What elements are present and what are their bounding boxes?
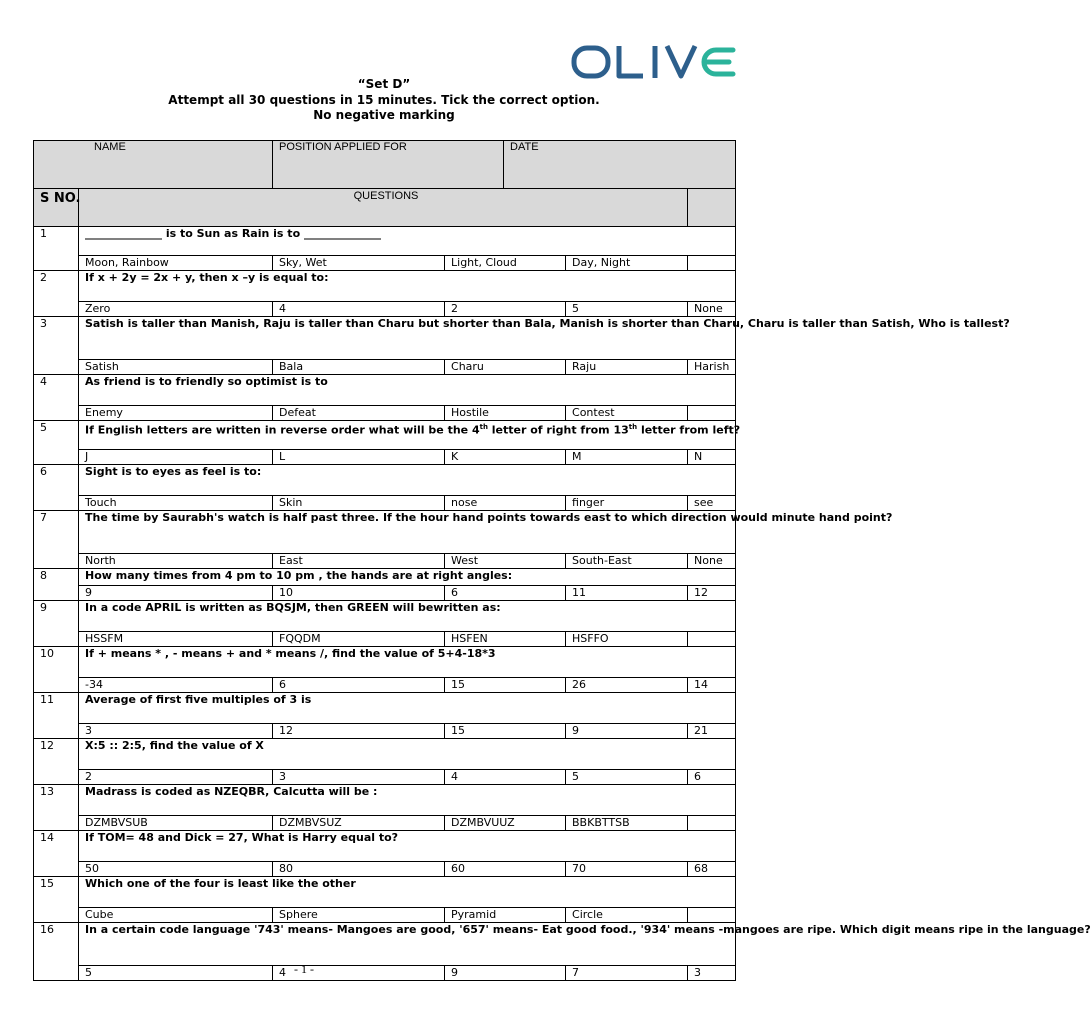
option-cell[interactable]: Pyramid [445, 908, 566, 923]
question-number: 6 [34, 465, 79, 511]
option-cell[interactable]: 21 [688, 724, 736, 739]
header-row-candidate [34, 141, 736, 189]
question-text: In a code APRIL is written as BQSJM, then GREEN will bewritten as: [79, 601, 736, 632]
question-text: ______________ is to Sun as Rain is to ______________ [79, 227, 736, 256]
question-number: 16 [34, 923, 79, 981]
question-row [34, 375, 736, 406]
options-row [34, 496, 736, 511]
options-row [34, 908, 736, 923]
question-number: 15 [34, 877, 79, 923]
option-cell[interactable]: Skin [273, 496, 445, 511]
option-cell[interactable]: Day, Night [566, 256, 688, 271]
option-cell[interactable]: North [79, 554, 273, 569]
options-row [34, 724, 736, 739]
option-cell[interactable]: 2 [79, 770, 273, 785]
option-cell[interactable]: None [688, 302, 736, 317]
option-cell[interactable]: 11 [566, 586, 688, 601]
option-cell[interactable]: DZMBVSUB [79, 816, 273, 831]
question-text: As friend is to friendly so optimist is to [79, 375, 736, 406]
question-row [34, 421, 736, 450]
option-cell[interactable]: BBKBTTSB [566, 816, 688, 831]
question-text: Satish is taller than Manish, Raju is taller than Charu but shorter than Bala, Manish is shorter than Charu, Charu is taller than Satish, Who is tallest? [79, 317, 736, 360]
options-row [34, 586, 736, 601]
question-number: 3 [34, 317, 79, 375]
option-cell[interactable]: FQQDM [273, 632, 445, 647]
question-number: 8 [34, 569, 79, 601]
option-cell[interactable]: 9 [566, 724, 688, 739]
option-cell[interactable]: 9 [445, 966, 566, 981]
question-row [34, 271, 736, 302]
option-cell[interactable]: 3 [688, 966, 736, 981]
question-text: In a certain code language '743' means- Mangoes are good, '657' means- Eat good food., '934' means -mangoes are ripe. Which digit means ripe in the language? [79, 923, 736, 966]
option-cell[interactable]: 14 [688, 678, 736, 693]
option-cell[interactable]: nose [445, 496, 566, 511]
option-cell[interactable]: Contest [566, 406, 688, 421]
question-number: 11 [34, 693, 79, 739]
options-row [34, 302, 736, 317]
page-number: - 1 - [294, 962, 314, 976]
option-cell[interactable]: 4 [273, 966, 445, 981]
option-cell[interactable]: Harish [688, 360, 736, 375]
option-cell[interactable]: Bala [273, 360, 445, 375]
question-number: 12 [34, 739, 79, 785]
option-cell[interactable]: Sky, Wet [273, 256, 445, 271]
option-cell[interactable]: HSFFO [566, 632, 688, 647]
options-row [34, 632, 736, 647]
question-row [34, 785, 736, 816]
options-row [34, 770, 736, 785]
header-row-questions [34, 189, 736, 227]
question-number: 7 [34, 511, 79, 569]
option-cell[interactable]: Sphere [273, 908, 445, 923]
question-row [34, 569, 736, 586]
options-row [34, 256, 736, 271]
option-cell[interactable]: N [688, 450, 736, 465]
instruction-line-2: No negative marking [313, 108, 455, 122]
question-number: 5 [34, 421, 79, 465]
option-cell[interactable]: Hostile [445, 406, 566, 421]
option-cell[interactable]: DZMBVSUZ [273, 816, 445, 831]
question-row [34, 465, 736, 496]
option-cell[interactable]: J [79, 450, 273, 465]
option-cell[interactable]: 5 [566, 770, 688, 785]
option-cell[interactable]: East [273, 554, 445, 569]
question-row [34, 647, 736, 678]
instruction-line-1: Attempt all 30 questions in 15 minutes. Tick the correct option. [168, 92, 600, 107]
option-cell[interactable]: 5 [566, 302, 688, 317]
question-number: 9 [34, 601, 79, 647]
question-text: If English letters are written in reverse order what will be the 4th letter of right from 13th letter from left? [79, 421, 736, 450]
option-cell[interactable]: K [445, 450, 566, 465]
instructions [0, 77, 768, 124]
options-row [34, 678, 736, 693]
option-cell[interactable]: West [445, 554, 566, 569]
option-cell[interactable]: South-East [566, 554, 688, 569]
option-cell[interactable]: 68 [688, 862, 736, 877]
question-row [34, 739, 736, 770]
option-cell[interactable]: 60 [445, 862, 566, 877]
set-label: “Set D” [357, 77, 411, 91]
option-cell[interactable]: DZMBVUUZ [445, 816, 566, 831]
question-row [34, 227, 736, 256]
option-cell[interactable]: 9 [79, 586, 273, 601]
questions-header: QUESTIONS [79, 189, 688, 227]
option-cell[interactable]: 6 [273, 678, 445, 693]
option-cell[interactable]: Cube [79, 908, 273, 923]
option-cell[interactable]: finger [566, 496, 688, 511]
option-cell[interactable]: M [566, 450, 688, 465]
question-row [34, 693, 736, 724]
options-row [34, 450, 736, 465]
question-text: If x + 2y = 2x + y, then x –y is equal to: [79, 271, 736, 302]
question-number: 13 [34, 785, 79, 831]
option-cell[interactable]: 3 [273, 770, 445, 785]
option-cell[interactable]: 7 [566, 966, 688, 981]
options-row [34, 360, 736, 375]
question-text: Madrass is coded as NZEQBR, Calcutta will be : [79, 785, 736, 816]
sno-header: S NO. [34, 189, 79, 227]
question-text: The time by Saurabh's watch is half past three. If the hour hand points towards east to which direction would minute hand point? [79, 511, 736, 554]
question-row [34, 877, 736, 908]
question-number: 1 [34, 227, 79, 271]
option-cell[interactable]: -34 [79, 678, 273, 693]
question-text: X:5 :: 2:5, find the value of X [79, 739, 736, 770]
option-cell[interactable]: 15 [445, 678, 566, 693]
question-row [34, 511, 736, 554]
option-cell[interactable]: 12 [273, 724, 445, 739]
position-header: POSITION APPLIED FOR [273, 141, 504, 189]
option-cell[interactable]: Satish [79, 360, 273, 375]
option-cell[interactable] [688, 632, 736, 647]
option-cell[interactable]: 4 [445, 770, 566, 785]
option-cell[interactable]: Defeat [273, 406, 445, 421]
options-row [34, 554, 736, 569]
option-cell[interactable]: 80 [273, 862, 445, 877]
question-text: How many times from 4 pm to 10 pm , the hands are at right angles: [79, 569, 736, 586]
option-cell[interactable]: 26 [566, 678, 688, 693]
options-row [34, 406, 736, 421]
olive-logo [571, 44, 737, 80]
question-number: 4 [34, 375, 79, 421]
question-row [34, 923, 736, 966]
question-row [34, 601, 736, 632]
option-cell[interactable]: 70 [566, 862, 688, 877]
option-cell[interactable]: HSSFM [79, 632, 273, 647]
options-row [34, 862, 736, 877]
answer-header-blank [688, 189, 736, 227]
question-text: If TOM= 48 and Dick = 27, What is Harry equal to? [79, 831, 736, 862]
option-cell[interactable] [688, 256, 736, 271]
question-number: 2 [34, 271, 79, 317]
question-text: Average of first five multiples of 3 is [79, 693, 736, 724]
question-row [34, 317, 736, 360]
option-cell[interactable]: 12 [688, 586, 736, 601]
question-sheet [33, 140, 1091, 981]
option-cell[interactable]: Raju [566, 360, 688, 375]
option-cell[interactable]: 2 [445, 302, 566, 317]
option-cell[interactable] [688, 816, 736, 831]
option-cell[interactable]: None [688, 554, 736, 569]
option-cell[interactable]: 6 [688, 770, 736, 785]
question-text: Sight is to eyes as feel is to: [79, 465, 736, 496]
option-cell[interactable]: Moon, Rainbow [79, 256, 273, 271]
options-row [34, 816, 736, 831]
logo-text: OLIVE [571, 44, 574, 45]
question-text: Which one of the four is least like the other [79, 877, 736, 908]
option-cell[interactable]: 10 [273, 586, 445, 601]
option-cell[interactable]: Touch [79, 496, 273, 511]
option-cell[interactable] [688, 908, 736, 923]
question-text: If + means * , - means + and * means /, find the value of 5+4-18*3 [79, 647, 736, 678]
option-cell[interactable]: 4 [273, 302, 445, 317]
option-cell[interactable]: Enemy [79, 406, 273, 421]
option-cell[interactable]: HSFEN [445, 632, 566, 647]
option-cell[interactable]: Charu [445, 360, 566, 375]
option-cell[interactable]: Circle [566, 908, 688, 923]
question-number: 14 [34, 831, 79, 877]
option-cell[interactable]: 6 [445, 586, 566, 601]
option-cell[interactable]: 15 [445, 724, 566, 739]
option-cell[interactable]: L [273, 450, 445, 465]
option-cell[interactable]: Zero [79, 302, 273, 317]
option-cell[interactable]: 50 [79, 862, 273, 877]
option-cell[interactable]: Light, Cloud [445, 256, 566, 271]
question-number: 10 [34, 647, 79, 693]
option-cell[interactable]: 3 [79, 724, 273, 739]
option-cell[interactable] [688, 406, 736, 421]
option-cell[interactable]: see [688, 496, 736, 511]
option-cell[interactable]: 5 [79, 966, 273, 981]
question-row [34, 831, 736, 862]
name-header: NAME [34, 141, 273, 189]
date-header: DATE [504, 141, 736, 189]
